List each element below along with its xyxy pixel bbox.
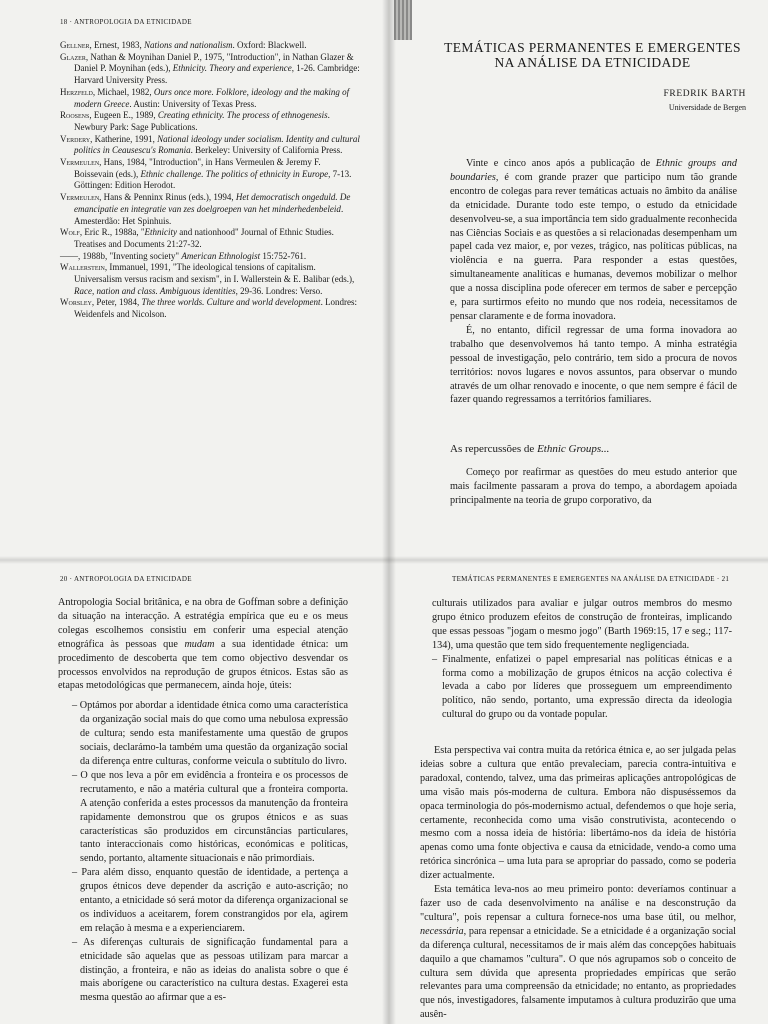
paragraph: Esta temática leva-nos ao meu primeiro ponto: deveríamos continuar a fazer uso de cada desenvolvimento na análise e na desconstrução da "cultura", pois repensar a cultura fornece-nos uma base útil, ou melhor, necessária, para repensar a etnicidade. Se a etnicidade é a organização social da diferença cultural, necessitamos de ir mais além das concepções habituais daquilo a que chamamos "cultura". O que nós agrupamos sob o conceito de cultura sem dúvida que apresenta propriedades empíricas que serão relevantes para uma compreensão da etnicidade; no entanto, as propriedades que nós, investigadores, falsamente imputamos à cultura produzirão que uma ausên- [420, 884, 736, 1021]
list-item: culturais utilizados para avaliar e julgar outros membros do mesmo grupo étnico produzem efeitos de construção de fronteiras, implicando que essas pessoas "jogam o mesmo jogo" (Barth 1969:15, 17 e seg.; 117-134), uma questão que tem sido frequentemente negligenciada. [432, 598, 732, 651]
scan-fold [0, 556, 768, 564]
chapter-author: FREDRIK BARTH [663, 89, 746, 99]
page-20-text [58, 596, 348, 1005]
reference-entry: Worsley, Peter, 1984, The three worlds. Culture and world development. Londres: Weidenfels and Nicolson. [60, 297, 358, 320]
method-list-continued [432, 597, 732, 722]
paragraph: Vinte e cinco anos após a publicação de Ethnic groups and boundaries, é com grande prazer que participo num tão grande encontro de colegas para rever temáticas actuais no âmbito da análise da etnicidade. Durante todo este tempo, o estudo da etnicidade desenvolveu-se, a sua importância tem sido gradualmente reconhecida nas Ciências Sociais e as questões a si relacionadas desempenham um papel cada vez maior, e, por vezes, trágico, nas políticas públicas, na violência e na guerra. Para responder a estas questões, simultaneamente analíticas e humanas, devemos mobilizar o melhor que a nossa disciplina pode oferecer em termos de saber e percepção e, para surtirmos efeito no mundo que nos rodeia, necessitamos de pensar claramente e de forma inovadora. [450, 158, 737, 322]
paragraph: Começo por reafirmar as questões do meu estudo anterior que mais facilmente passaram a prova do tempo, a abordagem apoiada principalmente na teoria de grupo corporativo, da [450, 467, 737, 506]
reference-entry: Wallerstein, Immanuel, 1991, "The ideological tensions of capitalism. Universalism versus racism and sexism", in I. Wallerstein & E. Balibar (eds.), Race, nation and class. Ambiguous identities, 29-36. Londres: Verso. [60, 262, 355, 296]
page-18 [0, 0, 388, 560]
paragraph: Antropologia Social britânica, e na obra de Goffman sobre a definição da situação na interacção. A estratégia empírica que eu e os meus colegas escolhemos consistiu em conferir uma especial atenção etnográfica às pessoas que mudam a sua identidade étnica: um procedimento de descoberta que tem como objectivo desvendar os processos envolvidos na reprodução de grupos étnicos. Estas são as etapas metodológicas que permanecem, ainda hoje, úteis: [58, 597, 349, 692]
paragraph: É, no entanto, difícil regressar de uma forma inovadora ao trabalho que desenvolvemos há tanto tempo. A minha estratégia pessoal de investigação, pelo contrário, tem sido a procura de novos territórios: novos lugares e novos assuntos, para observar o mundo através de um olhar renovado e inocente, o que nem sempre é fácil de fazer quando regressamos a territórios familiares. [450, 324, 737, 406]
running-head-18: 18 · ANTROPOLOGIA DA ETNICIDADE [60, 18, 192, 26]
page-21-text [420, 744, 736, 1022]
method-list [72, 699, 348, 1005]
reference-entry: Glazer, Nathan & Moynihan Daniel P., 1975, "Introduction", in Nathan Glazer & Daniel P. Moynihan (eds.), Ethnicity. Theory and experience, 1-26. Cambridge: Harvard University Press. [60, 51, 360, 86]
list-item: – Optámos por abordar a identidade étnica como uma característica da organização social mais do que como uma nebulosa expressão de cultura; sendo esta manifestamente uma questão de grupos sociais, declarámo-la também uma questão da organização social da diferença entre culturas, conforme veicula o subtítulo do livro. [72, 700, 348, 767]
intro-text [450, 157, 737, 407]
running-head-20: 20 · ANTROPOLOGIA DA ETNICIDADE [60, 575, 192, 583]
reference-list [60, 40, 360, 321]
reference-entry: Vermeulen, Hans, 1984, "Introduction", in Hans Vermeulen & Jeremy F. Boissevain (eds.), Ethnic challenge. The politics of ethnicity in Europe, 7-13. Göttingen: Edition Herodot. [60, 157, 352, 191]
list-item: – Para além disso, enquanto questão de identidade, a pertença a grupos étnicos deve depender da ascrição e auto-ascrição; no entanto, a etnicidade só será motor da diferença organizacional se os indivíduos a aceitarem, forem constrangidos por ela, agirem em relação à mesma e a experienciarem. [72, 867, 348, 934]
paragraph: Esta perspectiva vai contra muita da retórica étnica e, ao ser julgada pelas ideias sobre a cultura que então prevaleciam, parecia contra-intuitiva e paradoxal, contendo, talvez, uma das primeiras aplicações antropológicas de uma visão mais pós-moderna de cultura. Embora não dispuséssemos da opaca terminologia do pós-modernismo actual, defendemos o que hoje seria, certamente, reconhecida como uma visão construtivista, acontecendo o mesmo com a nossa ideia de história: libertámo-nos da ideia de história apenas como uma fonte objectiva e causa da etnicidade, vendo-a como uma retórica sincrónica – uma luta para se apropriar do passado, como se poderia dizer actualmente. [420, 745, 736, 882]
list-item: – Finalmente, enfatizei o papel empresarial nas políticas étnicas e a forma como a mobilização de grupos étnicos na acção colectiva é levada a cabo por líderes que prosseguem um empreendimento político, não sendo, portanto, uma expressão directa da ideologia cultural do grupo ou da vontade popular. [432, 653, 732, 721]
running-head-21: TEMÁTICAS PERMANENTES E EMERGENTES NA ANÁLISE DA ETNICIDADE · 21 [452, 575, 730, 583]
reference-entry: ——, 1988b, "Inventing society" American Ethnologist 15:752-761. [60, 250, 307, 261]
list-item: – As diferenças culturais de significação fundamental para a etnicidade são aquelas que as pessoas utilizam para marcar a distinção, a fronteira, e não as ideias do analista sobre o que é mais aborígene ou característico na cultura destas. Exagerei esta mesma questão ao afirmar que a es- [72, 936, 348, 1004]
reference-entry: Vermeulen, Hans & Penninx Rinus (eds.), 1994, Het democratisch ongeduld. De emancipatie en integratie van zes doelgroepen van het minderhedenbeleid. Amesterdão: Het Spinhuis. [60, 192, 351, 226]
section-text [450, 466, 737, 508]
author-affiliation: Universidade de Bergen [668, 103, 746, 112]
reference-entry: Gellner, Ernest, 1983, Nations and nationalism. Oxford: Blackwell. [60, 40, 307, 50]
book-gutter [382, 0, 396, 1024]
reference-entry: Roosens, Eugeen E., 1989, Creating ethnicity. The process of ethnogenesis. Newbury Park: Sage Publications. [60, 110, 330, 132]
section-heading: As repercussões de Ethnic Groups... [450, 443, 610, 455]
list-item: – O que nos leva a pôr em evidência a fronteira e os processos de recrutamento, e não a matéria cultural que a fronteira comporta. A atenção conferida a estes processos da manutenção da fronteira rapidamente demonstrou que os grupos étnicos e as suas características são produzidos em circunstâncias particulares, tanto interaccionais como históricas, económicas e políticas, sendo, portanto, altamente situacionais e não primordiais. [72, 769, 348, 865]
reference-entry: Herzfeld, Michael, 1982, Ours once more. Folklore, ideology and the making of modern Greece. Austin: University of Texas Press. [60, 86, 350, 109]
chapter-title: TEMÁTICAS PERMANENTES E EMERGENTES NA ANÁLISE DA ETNICIDADE [444, 40, 741, 70]
reference-entry: Verdery, Katherine, 1991, National ideology under socialism. Identity and cultural politics in Ceausescu's Romania. Berkeley: University of California Press. [60, 133, 360, 156]
reference-entry: Wolf, Eric R., 1988a, "Ethnicity and nationhood" Journal of Ethnic Studies. Treatises and Documents 21:27-32. [60, 227, 334, 249]
scan-artifact [394, 0, 412, 40]
